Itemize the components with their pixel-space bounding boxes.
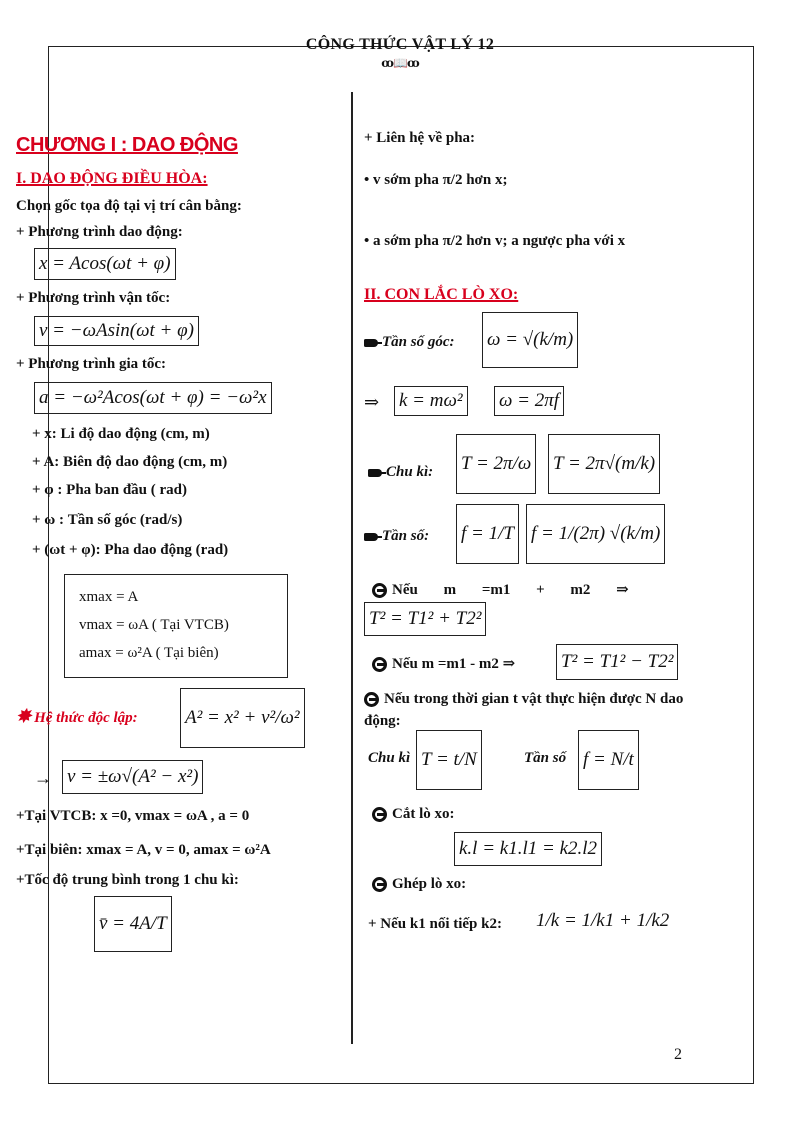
- vmax-line: vmax = ωA ( Tại VTCB): [79, 617, 229, 633]
- period-label: Chu kì:: [368, 464, 433, 481]
- eq-vel-label: + Phương trình vận tốc:: [16, 290, 171, 306]
- cut-label: Cắt lò xo:: [372, 806, 455, 823]
- sum-condition: Nếu m =m1 + m2 ⇒: [372, 580, 629, 599]
- chu-ki-eq-box: T = t/N: [416, 730, 482, 790]
- phase-v-line: • v sớm pha π/2 hơn x;: [364, 172, 508, 188]
- join-label: Ghép lò xo:: [372, 876, 466, 893]
- indep-eq-box: A² = x² + v²/ω²: [180, 688, 305, 748]
- section-heading-2: II. CON LẮC LÒ XO:: [364, 286, 519, 303]
- tan-so-eq-box: f = N/t: [578, 730, 639, 790]
- vtcb-line: +Tại VTCB: x =0, vmax = ωA , a = 0: [16, 808, 250, 824]
- eq-osc-box: x = Acos(ωt + φ): [34, 248, 176, 280]
- chu-ki-label: Chu kì: [368, 750, 411, 766]
- implies-icon: ⇒: [364, 392, 380, 412]
- freq-eq2-box: f = 1/(2π) √(k/m): [526, 504, 665, 564]
- def-phase: + (ωt + φ): Pha dao động (rad): [32, 542, 229, 558]
- eq-acc-label: + Phương trình gia tốc:: [16, 356, 167, 372]
- indep-label: ✸ Hệ thức độc lập:: [16, 706, 138, 726]
- omega-label: Tần số góc:: [364, 334, 455, 351]
- eq-osc-label: + Phương trình dao động:: [16, 224, 183, 240]
- amax-line: amax = ω²A ( Tại biên): [79, 645, 219, 661]
- circle-arrow-icon: [364, 692, 379, 707]
- def-x: + x: Li độ dao động (cm, m): [32, 426, 210, 442]
- k-eq-box: k = mω²: [394, 386, 468, 416]
- diff-condition: Nếu m =m1 - m2 ⇒: [372, 654, 515, 673]
- star-icon: ✸: [16, 706, 32, 726]
- eq-acc-box: a = −ω²Acos(ωt + φ) = −ω²x: [34, 382, 272, 414]
- max-values-box: [64, 574, 288, 678]
- cut-eq-box: k.l = k1.l1 = k2.l2: [454, 832, 602, 866]
- origin-note: Chọn gốc tọa độ tại vị trí cân bằng:: [16, 198, 242, 214]
- title-ornament: ꝏ📖ꝏ: [381, 56, 419, 70]
- page-title: CÔNG THỨC VẬT LÝ 12: [305, 36, 495, 53]
- circle-arrow-icon: [372, 583, 387, 598]
- circle-arrow-icon: [372, 877, 387, 892]
- column-divider: [351, 92, 353, 1044]
- bien-line: +Tại biên: xmax = A, v = 0, amax = ω²A: [16, 842, 271, 858]
- omega-f-eq-box: ω = 2πf: [494, 386, 564, 416]
- period-eq1-box: T = 2π/ω: [456, 434, 536, 494]
- avg-speed-box: v̄ = 4A/T: [94, 896, 172, 952]
- pointing-hand-icon: [364, 339, 378, 347]
- diff-eq-box: T² = T1² − T2²: [556, 644, 678, 680]
- arrow-icon: →: [34, 768, 52, 788]
- freq-label: Tần số:: [364, 528, 429, 545]
- pointing-hand-icon: [364, 533, 378, 541]
- series-eq: 1/k = 1/k1 + 1/k2: [536, 910, 670, 931]
- chapter-heading: CHƯƠNG I : DAO ĐỘNG: [16, 134, 238, 156]
- def-a: + A: Biên độ dao động (cm, m): [32, 454, 228, 470]
- xmax-line: xmax = A: [79, 589, 139, 605]
- circle-arrow-icon: [372, 657, 387, 672]
- sum-eq-box: T² = T1² + T2²: [364, 602, 486, 636]
- def-phi: + φ : Pha ban đầu ( rad): [32, 482, 188, 498]
- phase-label: + Liên hệ về pha:: [364, 130, 476, 146]
- avg-speed-label: +Tốc độ trung bình trong 1 chu kì:: [16, 872, 239, 888]
- page-number: 2: [674, 1046, 682, 1063]
- def-omega: + ω : Tần số góc (rad/s): [32, 512, 183, 528]
- time-condition: Nếu trong thời gian t vật thực hiện được N dao động:: [364, 691, 684, 729]
- circle-arrow-icon: [372, 807, 387, 822]
- freq-eq1-box: f = 1/T: [456, 504, 519, 564]
- phase-a-line: • a sớm pha π/2 hơn v; a ngược pha với x: [364, 233, 626, 249]
- section-heading-1: I. DAO ĐỘNG ĐIỀU HÒA:: [16, 170, 208, 187]
- indep-result-box: v = ±ω√(A² − x²): [62, 760, 203, 794]
- series-label: + Nếu k1 nối tiếp k2:: [368, 916, 502, 932]
- pointing-hand-icon: [368, 469, 382, 477]
- omega-eq-box: ω = √(k/m): [482, 312, 578, 368]
- tan-so-label: Tần số: [524, 750, 567, 766]
- eq-vel-box: v = −ωAsin(ωt + φ): [34, 316, 199, 346]
- period-eq2-box: T = 2π√(m/k): [548, 434, 660, 494]
